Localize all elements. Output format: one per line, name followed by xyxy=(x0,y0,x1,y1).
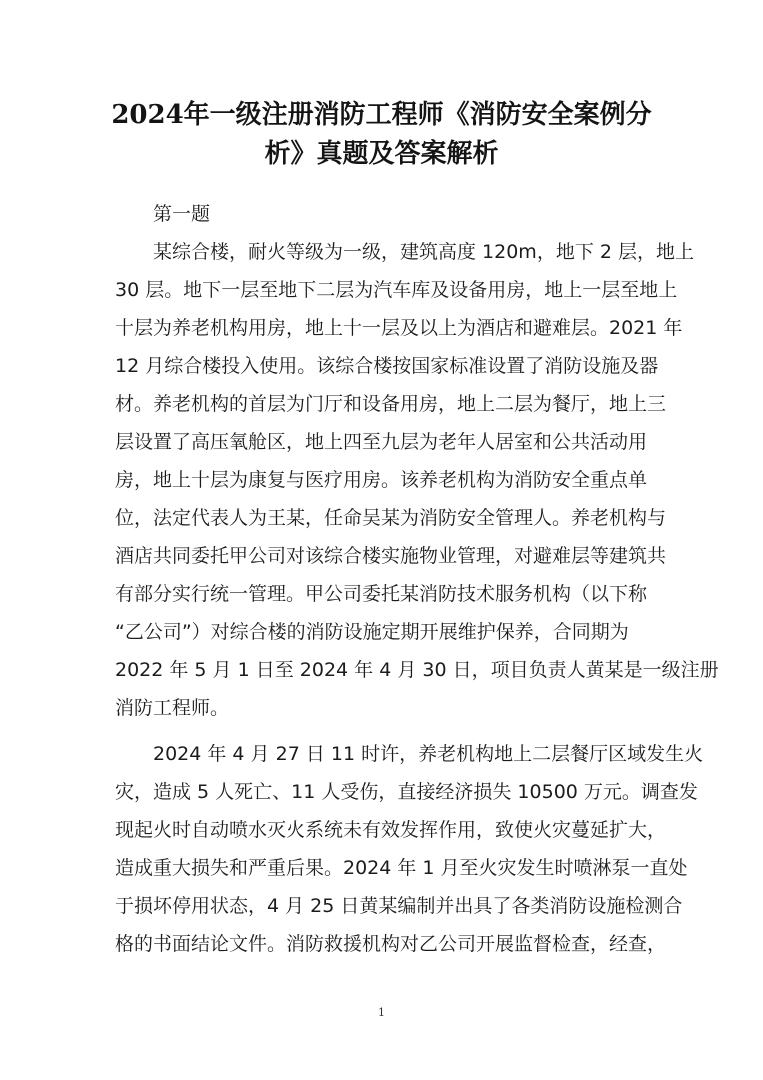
paragraph-line: 灾，造成 5 人死亡、11 人受伤，直接经济损失 10500 万元。调查发 xyxy=(115,781,698,803)
title-line-2: 析》真题及答案解析 xyxy=(264,139,499,169)
paragraph-line: 材。养老机构的首层为门厅和设备用房，地上二层为餐厅，地上三 xyxy=(115,393,667,415)
page-number: 1 xyxy=(378,1006,385,1019)
paragraph-line: 酒店共同委托甲公司对该综合楼实施物业管理，对避难层等建筑共 xyxy=(115,545,667,567)
paragraph-line: 2024 年 4 月 27 日 11 时许，养老机构地上二层餐厅区域发生火 xyxy=(153,743,704,765)
paragraph-1 xyxy=(115,233,719,727)
paragraph-line: 层设置了高压氧舱区，地上四至九层为老年人居室和公共活动用 xyxy=(115,431,648,453)
paragraph-line: 十层为养老机构用房，地上十一层及以上为酒店和避难层。2021 年 xyxy=(115,317,683,339)
document-title xyxy=(100,96,663,174)
paragraph-line: 现起火时自动喷水灭火系统未有效发挥作用，致使火灾蔓延扩大， xyxy=(115,819,667,841)
paragraph-line: 30 层。地下一层至地下二层为汽车库及设备用房，地上一层至地上 xyxy=(115,279,678,301)
paragraph-line: 位，法定代表人为王某，任命吴某为消防安全管理人。养老机构与 xyxy=(115,507,667,529)
paragraph-line: 格的书面结论文件。消防救援机构对乙公司开展监督检查，经查， xyxy=(115,933,667,955)
paragraph-line: 造成重大损失和严重后果。2024 年 1 月至火灾发生时喷淋泵一直处 xyxy=(115,857,688,879)
paragraph-line: 于损坏停用状态，4 月 25 日黄某编制并出具了各类消防设施检测合 xyxy=(115,895,683,917)
section-heading: 第一题 xyxy=(153,203,211,225)
title-line-1: 2024年一级注册消防工程师《消防安全案例分 xyxy=(111,100,652,130)
paragraph-line: 房，地上十层为康复与医疗用房。该养老机构为消防安全重点单 xyxy=(115,469,648,491)
paragraph-line: “乙公司”）对综合楼的消防设施定期开展维护保养，合同期为 xyxy=(115,621,629,643)
paragraph-line: 有部分实行统一管理。甲公司委托某消防技术服务机构（以下称 xyxy=(115,583,648,605)
paragraph-gap xyxy=(115,727,655,735)
paragraph-line: 消防工程师。 xyxy=(115,697,230,719)
paragraph-line: 2022 年 5 月 1 日至 2024 年 4 月 30 日，项目负责人黄某是一级注册 xyxy=(115,659,719,681)
document-body xyxy=(115,195,719,963)
paragraph-2 xyxy=(115,735,704,963)
paragraph-line: 某综合楼，耐火等级为一级，建筑高度 120m，地下 2 层，地上 xyxy=(153,241,694,263)
paragraph-line: 12 月综合楼投入使用。该综合楼按国家标准设置了消防设施及器 xyxy=(115,355,659,377)
